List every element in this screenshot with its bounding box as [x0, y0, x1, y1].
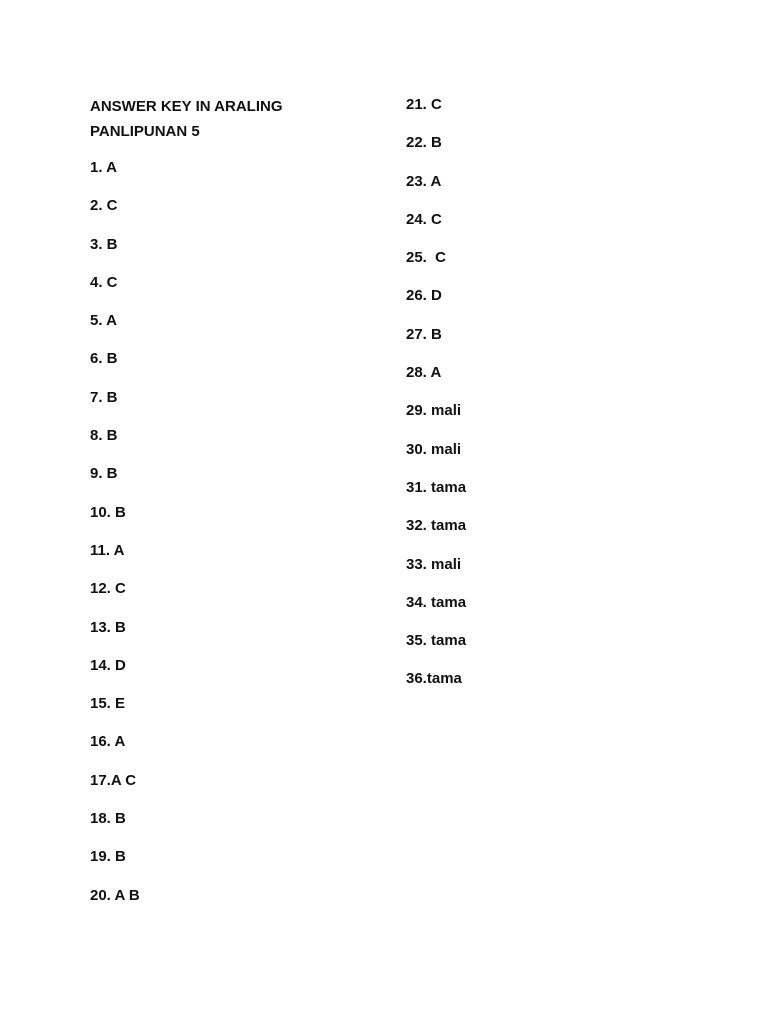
- answer-item: 2. C: [90, 197, 118, 215]
- answer-item: 6. B: [90, 350, 118, 368]
- answer-item: 28. A: [406, 364, 442, 382]
- answer-item: 29. mali: [406, 402, 462, 420]
- answer-item: 8. B: [90, 427, 118, 445]
- answer-item: 11. A: [90, 541, 125, 559]
- answer-item: 16. A: [90, 733, 126, 751]
- answer-item: 17.A C: [90, 771, 137, 789]
- right-column: [406, 94, 666, 708]
- answer-item: 15. E: [90, 695, 126, 713]
- answer-item: 30. mali: [406, 440, 462, 458]
- answer-item: 10. B: [90, 503, 126, 521]
- answer-item: 24. C: [406, 210, 442, 228]
- answer-item: 35. tama: [406, 632, 467, 650]
- answer-item: 31. tama: [406, 478, 467, 496]
- answer-item: 23. A: [406, 172, 442, 190]
- answer-item: 20. A B: [90, 886, 140, 904]
- answer-item: 1. A: [90, 159, 117, 176]
- answer-item: 36.tama: [406, 670, 462, 688]
- document-title: ANSWER KEY IN ARALING PANLIPUNAN 5: [90, 98, 283, 140]
- answer-item: 33. mali: [406, 555, 462, 573]
- answer-item: 3. B: [90, 235, 118, 253]
- left-answer-list: [90, 158, 350, 924]
- answer-item: 25. C: [406, 249, 447, 267]
- answer-item: 13. B: [90, 618, 126, 636]
- left-column: [90, 94, 350, 924]
- answer-item: 5. A: [90, 312, 117, 330]
- answer-item: 22. B: [406, 134, 442, 152]
- answer-item: 7. B: [90, 388, 118, 406]
- answer-item: 19. B: [90, 848, 126, 866]
- right-answer-list: [406, 95, 666, 708]
- answer-item: 4. C: [90, 273, 118, 291]
- answer-item: 18. B: [90, 810, 126, 828]
- answer-item: 26. D: [406, 287, 442, 305]
- answer-item: 14. D: [90, 656, 126, 674]
- answer-item: 12. C: [90, 580, 126, 598]
- answer-item: 32. tama: [406, 517, 467, 535]
- answer-item: 34. tama: [406, 593, 467, 611]
- answer-item: 9. B: [90, 465, 118, 483]
- answer-item: 27. B: [406, 325, 442, 343]
- answer-item: 21. C: [406, 96, 442, 113]
